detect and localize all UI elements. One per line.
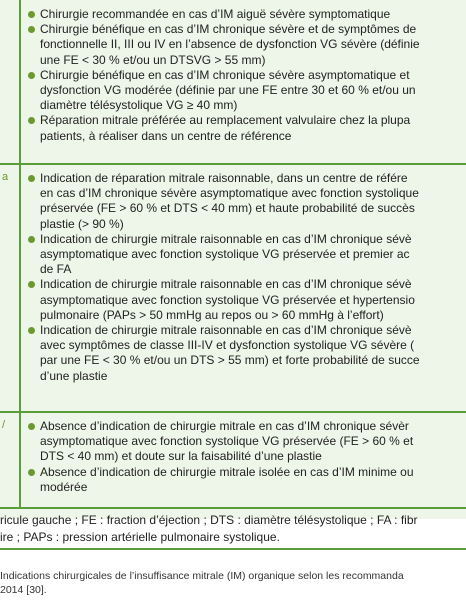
table-row <box>0 411 466 507</box>
item-text-line: par une FE < 30 % et/ou un DTS > 55 mm) et forte probabilité de succe <box>40 353 420 368</box>
item-text-line: Réparation mitrale préférée au remplacement valvulaire chez la plupa <box>40 113 411 128</box>
legend-line: ricule gauche ; FE : fraction d’éjection ; DTS : diamètre télésystolique ; FA : fibr <box>0 513 418 527</box>
item-text-line: avec symptômes de classe III-IV et dysfonction systolique VG sévère ( <box>40 338 415 353</box>
recommendation-item <box>26 7 466 22</box>
item-text-line: une FE < 30 % et/ou un DTSVG > 55 mm) <box>40 52 266 67</box>
bullet-icon <box>28 327 35 334</box>
item-text-line: patients, à réaliser dans un centre de référence <box>40 128 292 143</box>
item-text-line: Absence d’indication de chirurgie mitrale en cas d’IM chronique sévèr <box>40 419 409 433</box>
item-text-line: préservée (FE > 60 % et DTS < 40 mm) et haute probabilité de succès <box>40 201 415 216</box>
bullet-icon <box>28 175 35 182</box>
item-text-line: asymptomatique avec fonction systolique VG préservée et hypertensio <box>40 292 415 307</box>
table-row <box>0 0 466 163</box>
item-text-line: dysfonction VG modérée (définie par une FE entre 30 et 60 % et/ou un <box>40 83 416 98</box>
item-text-line: Chirurgie bénéfique en cas d’IM chronique sévère asymptomatique et <box>40 67 410 82</box>
bullet-icon <box>28 236 35 243</box>
recommendation-item <box>26 419 466 465</box>
caption-line: Indications chirurgicales de l’insuffisance mitrale (IM) organique selon les recommanda <box>0 570 404 582</box>
recommendation-cell <box>26 7 466 144</box>
legend-line: ire ; PAPs : pression artérielle pulmonaire systolique. <box>0 530 280 544</box>
item-text-line: Indication de chirurgie mitrale raisonnable en cas d’IM chronique sévè <box>40 277 412 292</box>
item-text-line: modérée <box>40 479 88 494</box>
bullet-icon <box>28 423 35 430</box>
recommendation-cell <box>26 419 466 495</box>
table-caption <box>0 569 466 597</box>
item-text-line: pulmonaire (PAPs > 50 mmHg au repos ou > 60 mmHg à l’effort) <box>40 307 384 322</box>
item-text-line: Chirurgie recommandée en cas d’IM aiguë sévère symptomatique <box>40 7 391 21</box>
item-text-line: d’une plastie <box>40 368 108 383</box>
item-text-line: asymptomatique avec fonction systolique VG préservée et premier ac <box>40 247 410 262</box>
item-text-line: plastie (> 90 %) <box>40 216 124 231</box>
recommendation-item <box>26 22 466 68</box>
bullet-icon <box>28 281 35 288</box>
bullet-icon <box>28 72 35 79</box>
bullet-icon <box>28 117 35 124</box>
row-class-label: a <box>2 171 9 183</box>
item-text-line: asymptomatique avec fonction systolique VG préservée (FE > 60 % et <box>40 434 414 449</box>
row-class-label: / <box>2 419 6 431</box>
item-text-line: Indication de chirurgie mitrale raisonnable en cas d’IM chronique sévè <box>40 231 412 246</box>
item-text-line: diamètre télésystolique VG ≥ 40 mm) <box>40 98 238 113</box>
bullet-icon <box>28 11 35 18</box>
recommendation-item <box>26 68 466 114</box>
item-text-line: Indication de chirurgie mitrale raisonnable en cas d’IM chronique sévè <box>40 323 412 338</box>
item-text-line: DTS < 40 mm) et doute sur la faisabilité d’une plastie <box>40 449 322 464</box>
recommendation-item <box>26 277 466 323</box>
recommendation-cell <box>26 171 466 384</box>
recommendation-item <box>26 323 466 384</box>
table-row <box>0 163 466 411</box>
bullet-icon <box>28 469 35 476</box>
recommendation-item <box>26 171 466 232</box>
item-text-line: en cas d’IM chronique sévère asymptomatique avec fonction systolique <box>40 186 419 201</box>
bullet-icon <box>28 26 35 33</box>
recommendation-item <box>26 113 466 143</box>
caption-line: 2014 [30]. <box>0 584 47 596</box>
abbreviations-legend <box>0 512 466 546</box>
row-divider <box>0 507 466 509</box>
table-bottom-border <box>0 548 466 550</box>
item-text-line: Indication de réparation mitrale raisonnable, dans un centre de référe <box>40 171 408 185</box>
item-text-line: fonctionnelle II, III ou IV en l’absence de dysfonction VG sévère (définie <box>40 37 420 52</box>
recommendation-item <box>26 232 466 278</box>
item-text-line: Absence d’indication de chirurgie mitrale isolée en cas d’IM minime ou <box>40 464 414 479</box>
item-text-line: de FA <box>40 262 72 277</box>
item-text-line: Chirurgie bénéfique en cas d’IM chronique sévère et de symptômes de <box>40 22 417 37</box>
recommendation-item <box>26 465 466 495</box>
